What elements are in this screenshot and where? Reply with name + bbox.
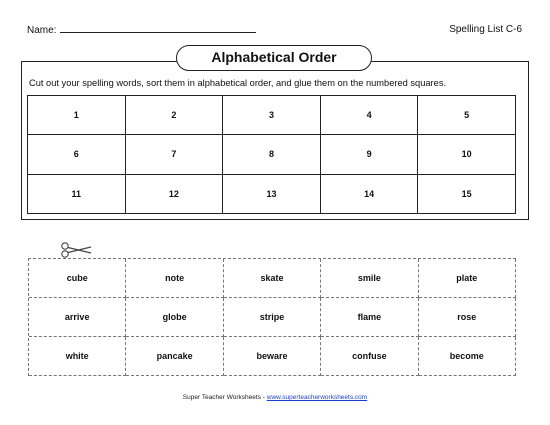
numbered-square: 14 — [321, 175, 419, 214]
word-cutout-grid — [28, 258, 516, 376]
footer — [0, 394, 550, 401]
word-card[interactable]: smile — [321, 259, 418, 298]
word-card[interactable]: become — [419, 337, 516, 376]
word-card[interactable]: white — [29, 337, 126, 376]
numbered-square: 9 — [321, 135, 419, 174]
numbered-square: 5 — [418, 96, 516, 135]
scissors-icon — [60, 242, 94, 258]
numbered-square: 11 — [28, 175, 126, 214]
numbered-square: 7 — [126, 135, 224, 174]
page-title: Alphabetical Order — [176, 45, 372, 71]
word-card[interactable]: note — [126, 259, 223, 298]
word-card[interactable]: globe — [126, 298, 223, 337]
numbered-square: 6 — [28, 135, 126, 174]
word-card[interactable]: beware — [224, 337, 321, 376]
word-card[interactable]: cube — [29, 259, 126, 298]
numbered-square: 8 — [223, 135, 321, 174]
numbered-square: 3 — [223, 96, 321, 135]
word-card[interactable]: skate — [224, 259, 321, 298]
instructions: Cut out your spelling words, sort them in alphabetical order, and glue them on the numbered squares. — [29, 78, 447, 88]
word-card[interactable]: stripe — [224, 298, 321, 337]
word-card[interactable]: pancake — [126, 337, 223, 376]
word-card[interactable]: arrive — [29, 298, 126, 337]
word-card[interactable]: confuse — [321, 337, 418, 376]
numbered-square: 15 — [418, 175, 516, 214]
spelling-list-label: Spelling List C-6 — [449, 24, 522, 35]
numbered-square: 12 — [126, 175, 224, 214]
word-card[interactable]: plate — [419, 259, 516, 298]
numbered-square: 13 — [223, 175, 321, 214]
numbered-grid — [27, 95, 516, 214]
name-field — [27, 24, 256, 36]
footer-text: Super Teacher Worksheets - — [182, 394, 267, 401]
numbered-square: 1 — [28, 96, 126, 135]
numbered-square: 4 — [321, 96, 419, 135]
numbered-square: 2 — [126, 96, 224, 135]
numbered-square: 10 — [418, 135, 516, 174]
name-line[interactable] — [60, 24, 256, 33]
word-card[interactable]: rose — [419, 298, 516, 337]
name-label: Name: — [27, 25, 57, 36]
word-card[interactable]: flame — [321, 298, 418, 337]
footer-link[interactable]: www.superteacherworksheets.com — [266, 394, 368, 401]
